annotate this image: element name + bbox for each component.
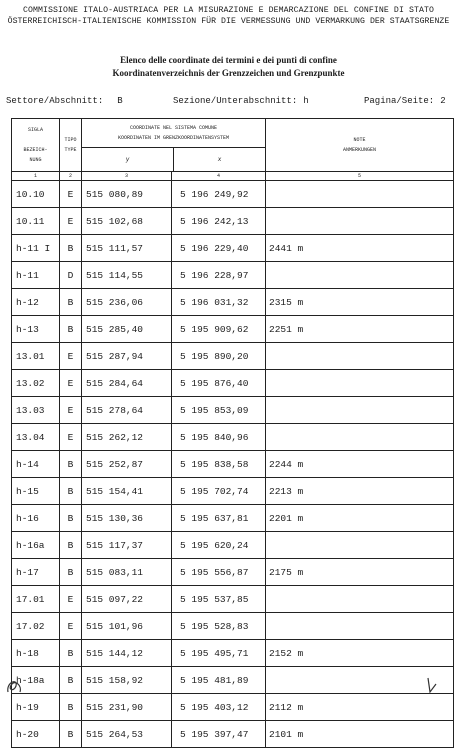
cell-note	[266, 208, 454, 235]
cell-note	[266, 586, 454, 613]
cell-sigla: 10.11	[12, 208, 60, 235]
page-field	[364, 96, 446, 106]
cell-y: 515 083,11	[82, 559, 172, 586]
cell-y: 515 158,92	[82, 667, 172, 694]
cell-note	[266, 397, 454, 424]
cell-sigla: 13.03	[12, 397, 60, 424]
commission-title-italian: COMMISSIONE ITALO-AUSTRIACA PER LA MISURAZIONE E DEMARCAZIONE DEL CONFINE DI STATO	[22, 6, 435, 15]
table-row	[12, 721, 454, 748]
cell-x: 5 196 031,32	[172, 289, 266, 316]
sector-label: Settore/Abschnitt:	[6, 96, 104, 106]
cell-y: 515 117,37	[82, 532, 172, 559]
column-number-row	[12, 172, 454, 181]
cell-sigla: h-16	[12, 505, 60, 532]
cell-tipo: B	[60, 640, 82, 667]
column-header-notes: NOTE ANMERKUNGEN	[266, 119, 454, 172]
cell-note: 2175 m	[266, 559, 454, 586]
cell-x: 5 195 481,89	[172, 667, 266, 694]
cell-tipo: B	[60, 289, 82, 316]
cell-note: 2244 m	[266, 451, 454, 478]
cell-x: 5 195 702,74	[172, 478, 266, 505]
table-row	[12, 208, 454, 235]
cell-tipo: B	[60, 235, 82, 262]
cell-note: 2201 m	[266, 505, 454, 532]
table-row	[12, 451, 454, 478]
cell-x: 5 195 495,71	[172, 640, 266, 667]
sector-field	[6, 96, 123, 106]
coordinates-table	[11, 118, 454, 748]
cell-x: 5 196 249,92	[172, 181, 266, 208]
cell-sigla: 13.02	[12, 370, 60, 397]
cell-tipo: B	[60, 559, 82, 586]
cell-y: 515 278,64	[82, 397, 172, 424]
cell-y: 515 285,40	[82, 316, 172, 343]
table-row	[12, 181, 454, 208]
cell-sigla: h-18a	[12, 667, 60, 694]
cell-y: 515 236,06	[82, 289, 172, 316]
cell-sigla: h-20	[12, 721, 60, 748]
column-number: 4	[172, 172, 266, 181]
cell-sigla: h-16a	[12, 532, 60, 559]
column-header-y: y	[82, 148, 174, 171]
table-row	[12, 235, 454, 262]
cell-note	[266, 424, 454, 451]
cell-tipo: B	[60, 451, 82, 478]
table-row	[12, 667, 454, 694]
column-header-x: x	[217, 155, 222, 163]
handwritten-mark-left	[4, 676, 26, 696]
cell-note: 2101 m	[266, 721, 454, 748]
cell-x: 5 195 537,85	[172, 586, 266, 613]
cell-y: 515 231,90	[82, 694, 172, 721]
page-label: Pagina/Seite:	[364, 96, 435, 106]
cell-tipo: E	[60, 397, 82, 424]
table-row	[12, 478, 454, 505]
cell-x: 5 195 838,58	[172, 451, 266, 478]
cell-y: 515 101,96	[82, 613, 172, 640]
cell-sigla: h-17	[12, 559, 60, 586]
cell-y: 515 264,53	[82, 721, 172, 748]
cell-note: 2112 m	[266, 694, 454, 721]
cell-note: 2213 m	[266, 478, 454, 505]
cell-sigla: h-13	[12, 316, 60, 343]
cell-tipo: B	[60, 667, 82, 694]
cell-tipo: E	[60, 424, 82, 451]
column-header-tipo: TIPO TYPE	[60, 119, 82, 172]
column-number: 1	[12, 172, 60, 181]
cell-y: 515 102,68	[82, 208, 172, 235]
cell-x: 5 196 242,13	[172, 208, 266, 235]
column-header-coordinates: COORDINATE NEL SISTEMA COMUNE KOORDINATEN IM GRENZKOORDINATENSYSTEM y x	[82, 119, 266, 172]
table-row	[12, 586, 454, 613]
cell-y: 515 252,87	[82, 451, 172, 478]
table-row	[12, 262, 454, 289]
cell-y: 515 287,94	[82, 343, 172, 370]
document-title-italian: Elenco delle coordinate dei termini e dei punti di confine	[120, 55, 337, 65]
cell-sigla: h-11 I	[12, 235, 60, 262]
cell-tipo: B	[60, 694, 82, 721]
cell-y: 515 144,12	[82, 640, 172, 667]
commission-title-german: ÖSTERREICHISCH-ITALIENISCHE KOMMISSION FÜR DIE VERMESSUNG UND VERMARKUNG DER STAATSGRENZE	[7, 17, 450, 26]
handwritten-mark-right	[424, 676, 440, 696]
cell-y: 515 130,36	[82, 505, 172, 532]
cell-sigla: h-18	[12, 640, 60, 667]
cell-note	[266, 262, 454, 289]
cell-note	[266, 613, 454, 640]
cell-sigla: h-11	[12, 262, 60, 289]
cell-sigla: 17.02	[12, 613, 60, 640]
cell-y: 515 080,89	[82, 181, 172, 208]
cell-note: 2251 m	[266, 316, 454, 343]
cell-tipo: E	[60, 370, 82, 397]
cell-x: 5 195 890,20	[172, 343, 266, 370]
cell-sigla: 17.01	[12, 586, 60, 613]
cell-x: 5 195 840,96	[172, 424, 266, 451]
cell-y: 515 154,41	[82, 478, 172, 505]
cell-x: 5 195 876,40	[172, 370, 266, 397]
cell-sigla: 10.10	[12, 181, 60, 208]
cell-tipo: B	[60, 478, 82, 505]
cell-tipo: E	[60, 208, 82, 235]
table-row	[12, 694, 454, 721]
table-row	[12, 559, 454, 586]
table-row	[12, 343, 454, 370]
cell-x: 5 196 228,97	[172, 262, 266, 289]
cell-x: 5 195 620,24	[172, 532, 266, 559]
cell-x: 5 195 556,87	[172, 559, 266, 586]
cell-note: 2441 m	[266, 235, 454, 262]
column-header-sigla: SIGLA BEZEICH- NUNG	[12, 119, 60, 172]
cell-x: 5 195 403,12	[172, 694, 266, 721]
column-number: 3	[82, 172, 172, 181]
cell-note	[266, 370, 454, 397]
cell-tipo: E	[60, 343, 82, 370]
cell-tipo: E	[60, 586, 82, 613]
column-number: 5	[266, 172, 454, 181]
cell-x: 5 195 528,83	[172, 613, 266, 640]
document-title-german: Koordinatenverzeichnis der Grenzzeichen und Grenzpunkte	[112, 68, 345, 78]
cell-tipo: B	[60, 721, 82, 748]
subsection-label: Sezione/Unterabschnitt:	[173, 96, 298, 106]
table-row	[12, 397, 454, 424]
cell-y: 515 111,57	[82, 235, 172, 262]
cell-sigla: h-19	[12, 694, 60, 721]
cell-y: 515 262,12	[82, 424, 172, 451]
table-row	[12, 505, 454, 532]
cell-sigla: h-15	[12, 478, 60, 505]
subsection-value: h	[303, 96, 309, 106]
cell-note	[266, 343, 454, 370]
cell-tipo: E	[60, 181, 82, 208]
cell-x: 5 195 853,09	[172, 397, 266, 424]
cell-sigla: 13.01	[12, 343, 60, 370]
cell-note	[266, 181, 454, 208]
cell-x: 5 195 637,81	[172, 505, 266, 532]
page-value: 2	[440, 96, 446, 106]
cell-y: 515 114,55	[82, 262, 172, 289]
cell-y: 515 097,22	[82, 586, 172, 613]
cell-tipo: B	[60, 532, 82, 559]
cell-y: 515 284,64	[82, 370, 172, 397]
cell-tipo: B	[60, 316, 82, 343]
table-row	[12, 289, 454, 316]
cell-tipo: B	[60, 505, 82, 532]
cell-tipo: E	[60, 613, 82, 640]
cell-x: 5 195 909,62	[172, 316, 266, 343]
table-row	[12, 640, 454, 667]
cell-sigla: h-14	[12, 451, 60, 478]
cell-note	[266, 532, 454, 559]
subsection-field	[173, 96, 309, 106]
cell-sigla: 13.04	[12, 424, 60, 451]
cell-x: 5 196 229,40	[172, 235, 266, 262]
table-row	[12, 532, 454, 559]
cell-x: 5 195 397,47	[172, 721, 266, 748]
sector-value: B	[117, 96, 123, 106]
table-row	[12, 316, 454, 343]
cell-note: 2152 m	[266, 640, 454, 667]
cell-sigla: h-12	[12, 289, 60, 316]
table-row	[12, 370, 454, 397]
cell-note: 2315 m	[266, 289, 454, 316]
cell-tipo: D	[60, 262, 82, 289]
table-row	[12, 424, 454, 451]
column-number: 2	[60, 172, 82, 181]
table-row	[12, 613, 454, 640]
